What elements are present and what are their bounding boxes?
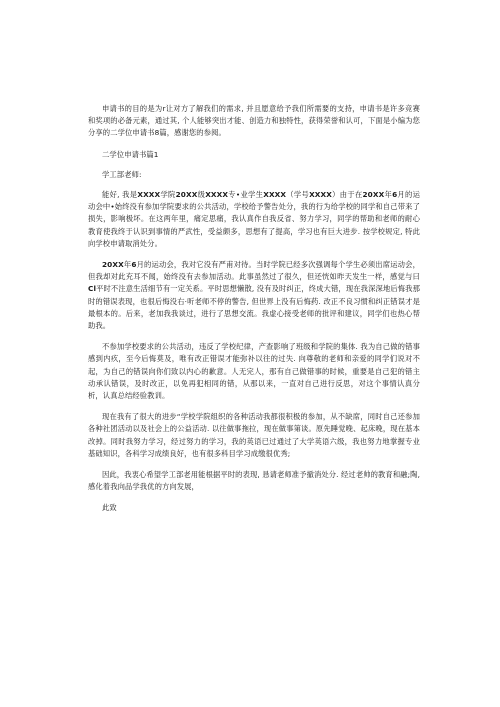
p1-text-o: 月的运动会中•始终没有参加学院要求的公共活动，学校给予警告处分，我的行为给学校的同学和自己带来了损失，影响极坏。在这两年里，痛定思痛，我认真作自我反省、努力学习，同学的帮助和老师的耐心教育使我终于认识到事情的严武性，受益颇多，思想有了提高，学习也有巨大进步. 按学校规定, 特此向学校申请取消处分。 xyxy=(88,190,420,248)
p1-bold-year2: 20XX xyxy=(362,190,385,200)
p1-text-c: 学院 xyxy=(160,190,176,200)
p1-text-g: 专•业学生 xyxy=(228,190,264,200)
paragraph-2 xyxy=(88,259,420,332)
p2-text-f: 平时不注意生活细节有一定关系。平时思想懒散, 没有及时纠正，终成大错，现在我深深地后悔我那时的错误表现，也很后悔没右·听老师不停的警告, 但世界上没有后悔药. 改正不良习惯和纠正错误才是最根本的。后来，老加我我谈过，进行了思想交流。我虚心接受老师的批评和建议，同学们也热心帮助我。 xyxy=(88,284,420,331)
p1-bold-major: XXXX xyxy=(205,190,229,200)
paragraph-3 xyxy=(88,341,420,402)
salutation-text: 学工部老师: xyxy=(102,169,142,179)
p2-text-d: 月的运动会，我对它没有严甫对待。当时学院已经多次强调每个学生必须出席运动会，但我却对此充耳不闻，始终没有去参加活动。此事虽然过了很久，但还恍如昨天发生一样，感觉与曰 xyxy=(88,260,420,282)
p1-text-e: 级 xyxy=(197,190,206,200)
document-body xyxy=(88,103,420,524)
closing xyxy=(88,502,420,514)
section-title xyxy=(88,149,420,161)
p1-text-i: （学号 xyxy=(286,190,310,200)
p2-text-b: 年 xyxy=(123,260,132,270)
p3-text: 不参加学校要求的公共活动，违反了学校纪律，产查影响了班级和学院的集体. 我为自己做的错事感到内疚，至今后悔莫及，唯有改正错误才能弥补以往的过失. 向尊敬的老师和亲爱的同学们说对不起，为自己的错误向你们致以内心的歉意。人无完人，那有自己做错事的时候，重要是自己犯的错主动承认错误，及时改正，以免再犯相同的错，从那以来，一直对自己进行反思，对这个事情认真分析，认真总结经验教训。 xyxy=(88,342,420,401)
p1-bold-month: 6 xyxy=(392,190,398,200)
paragraph-1 xyxy=(88,189,420,250)
intro-text: 申请书的目的是为r让对方了解我们的需求, 并且愿意给予我们所需要的支持，申请书是许多竞赛和奖项的必备元素，通过其, 个人能够突出才能、创造力和独特性，获得荣誉和认可，下面是小编为您分享的二学位申请书8篇，感谢您的参阅。 xyxy=(88,104,420,138)
p1-text-k: ）由于在 xyxy=(331,190,363,200)
p2-bold-cl: Cl xyxy=(88,284,97,294)
p1-bold-college: XXXX xyxy=(137,190,161,200)
p5-text: 因此，我衷心希望学工部老用能根据平时的表现, 恳请老师准予撤消处分. 经过老帅的教育和融;陶, 感化着我向品学我优的方向发展， xyxy=(88,470,420,492)
p2-bold-year: 20XX xyxy=(102,260,124,270)
p1-bold-year: 20XX xyxy=(175,190,198,200)
p1-text-a: 能好, 我是 xyxy=(102,190,138,200)
paragraph-4 xyxy=(88,411,420,460)
paragraph-5 xyxy=(88,469,420,493)
closing-text: 此致 xyxy=(102,503,117,513)
intro-paragraph xyxy=(88,103,420,140)
p4-text: 现在我有了很大的进步“学校学院组织的各种活动我都很积极的参加，从不缺席，同时自己还参加各种社团活动以及社会上的公益活动. 以往做事拖拉，现在做事第谈。原先睡觉晚、起床晚，现在基本改掉。同时我努力学习，经过努力的学习，我的英语已过通过了大学英语六级，我也努力地掌握专业基础知识，各科学习成绩良好，也有很多科目学习成缴很优秀; xyxy=(88,412,420,458)
salutation xyxy=(88,169,420,181)
p1-text-m: 年 xyxy=(384,190,393,200)
section-title-text: 二学位申请书篇1 xyxy=(102,149,159,159)
p1-bold-name: XXXX xyxy=(263,190,287,200)
p1-bold-id: XXXX xyxy=(309,190,332,200)
p2-bold-month: 6 xyxy=(131,260,137,270)
